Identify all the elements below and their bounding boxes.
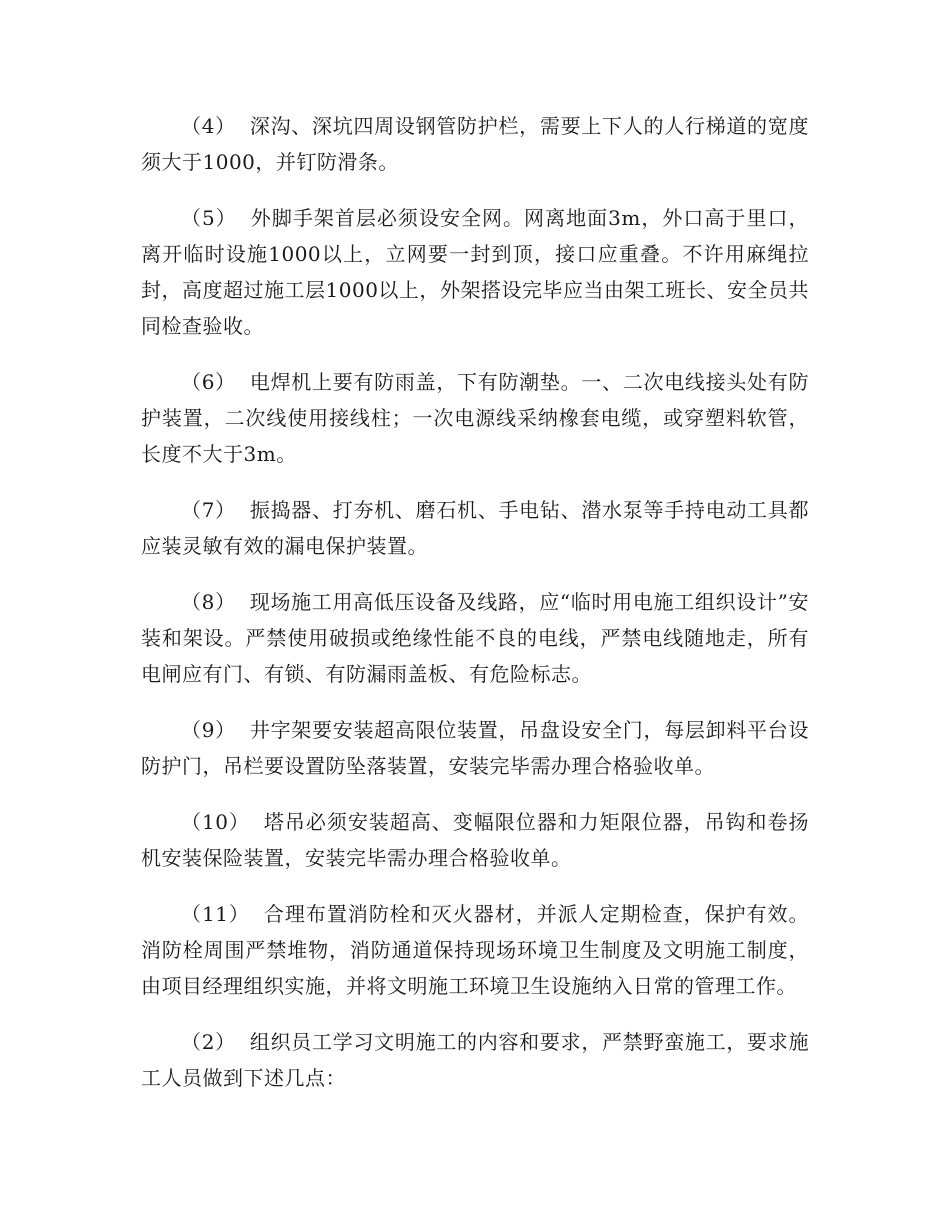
paragraph-item-9	[141, 712, 809, 784]
item-number: （10）	[181, 810, 250, 834]
paragraph-item-7	[141, 492, 809, 564]
item-number: （8）	[181, 590, 236, 614]
paragraph-text: 深沟、深坑四周设钢管防护栏，需要上下人的人行梯道的宽度须大于1000，并钉防滑条。	[141, 114, 809, 174]
paragraph-item-11	[141, 896, 809, 1004]
document-body	[141, 108, 809, 1116]
paragraph-item-8	[141, 584, 809, 692]
paragraph-text: 合理布置消防栓和灭火器材，并派人定期检查，保护有效。消防栓周围严禁堆物，消防通道保持现场环境卫生制度及文明施工制度，由项目经理组织实施，并将文明施工环境卫生设施纳入日常的管理工作。	[141, 902, 810, 998]
paragraph-item-5	[141, 200, 809, 344]
paragraph-item-2	[141, 1024, 809, 1096]
item-number: （7）	[181, 498, 236, 522]
paragraph-text: 井字架要安装超高限位装置，吊盘设安全门，每层卸料平台设防护门，吊栏要设置防坠落装置，安装完毕需办理合格验收单。	[141, 718, 809, 778]
paragraph-text: 组织员工学习文明施工的内容和要求，严禁野蛮施工，要求施工人员做到下述几点：	[141, 1030, 809, 1090]
paragraph-text: 外脚手架首层必须设安全网。网离地面3m，外口高于里口，离开临时设施1000以上，立网要一封到顶，接口应重叠。不许用麻绳拉封，高度超过施工层1000以上，外架搭设完毕应当由架工班长、安全员共同检查验收。	[141, 206, 809, 338]
paragraph-text: 现场施工用高低压设备及线路，应“临时用电施工组织设计”安装和架设。严禁使用破损或绝缘性能不良的电线，严禁电线随地走，所有电闸应有门、有锁、有防漏雨盖板、有危险标志。	[141, 590, 809, 686]
paragraph-item-6	[141, 364, 809, 472]
item-number: （9）	[181, 718, 236, 742]
paragraph-text: 塔吊必须安装超高、变幅限位器和力矩限位器，吊钩和卷扬机安装保险装置，安装完毕需办理合格验收单。	[141, 810, 810, 870]
paragraph-text: 电焊机上要有防雨盖，下有防潮垫。一、二次电线接头处有防护装置，二次线使用接线柱；一次电源线采纳橡套电缆，或穿塑料软管，长度不大于3m。	[141, 370, 809, 466]
paragraph-text: 振捣器、打夯机、磨石机、手电钻、潜水泵等手持电动工具都应装灵敏有效的漏电保护装置。	[141, 498, 809, 558]
item-number: （5）	[181, 206, 237, 230]
item-number: （6）	[181, 370, 236, 394]
item-number: （11）	[181, 902, 250, 926]
paragraph-item-4	[141, 108, 809, 180]
paragraph-item-10	[141, 804, 809, 876]
item-number: （2）	[181, 1030, 236, 1054]
item-number: （4）	[181, 114, 236, 138]
